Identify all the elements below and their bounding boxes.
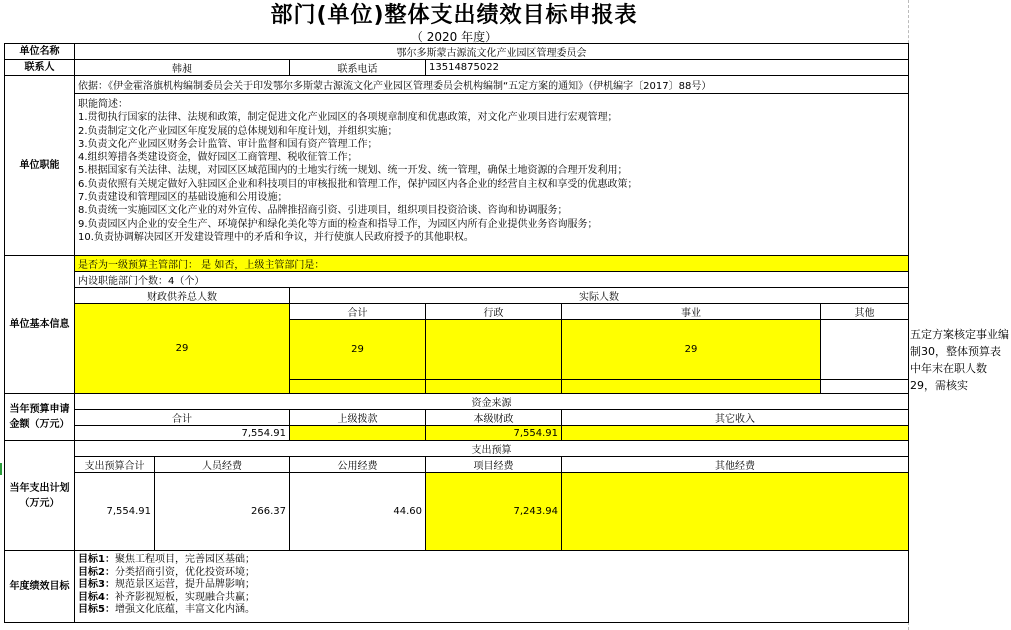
duties-intro: 职能简述： — [78, 99, 128, 110]
admin-filler — [426, 380, 562, 394]
form-title: 部门(单位)整体支出绩效目标申报表 — [270, 3, 638, 28]
duties-content[interactable] — [75, 94, 909, 256]
upper-header: 上级拨款 — [290, 410, 426, 426]
goal-text: 聚焦工程项目，完善园区基础； — [114, 554, 255, 565]
duty-item: 3.负责文化产业园区财务会计监管、审计监督和国有资产管理工作； — [78, 138, 378, 150]
career-filler — [562, 380, 821, 394]
side-note[interactable]: 五定方案核定事业编制30，整体预算表中年末在职人数29，需核实 — [910, 328, 1009, 392]
actual-people-header: 实际人数 — [290, 288, 909, 304]
other-expense-header: 其他经费 — [562, 457, 909, 473]
goal-item — [78, 554, 905, 567]
duty-item: 8.负责统一实施园区文化产业的对外宣传、品牌推招商引资、引进项目，组织项目投资洽谈、咨询和协调服务； — [78, 205, 568, 217]
other-income-value[interactable] — [562, 426, 909, 441]
plan-total-value[interactable]: 7,554.91 — [75, 473, 155, 551]
goals-content[interactable] — [75, 551, 909, 623]
goal-text: 增强文化底蕴，丰富文化内涵。 — [114, 604, 255, 615]
other-value[interactable] — [821, 320, 909, 380]
goal-key: 目标3： — [78, 579, 115, 590]
goal-key: 目标1： — [78, 554, 115, 565]
project-value[interactable]: 7,243.94 — [426, 473, 562, 551]
fiscal-total-value[interactable]: 29 — [75, 304, 290, 394]
other-filler — [821, 380, 909, 394]
duty-item: 1.贯彻执行国家的法律、法规和政策，制定促进文化产业园区的各项规章制度和优惠政策，对文化产业项目进行宏观管理； — [78, 112, 618, 124]
duty-item: 4.组织筹措各类建设资金，做好园区工商管理、税收征管工作； — [78, 152, 358, 164]
personnel-header: 人员经费 — [155, 457, 290, 473]
goal-text: 补齐影视短板，实现融合共赢； — [114, 591, 255, 603]
personnel-value[interactable]: 266.37 — [155, 473, 290, 551]
local-value[interactable]: 7,554.91 — [426, 426, 562, 441]
duty-item: 10.负责协调解决园区开发建设管理中的矛盾和争议，并行使旗人民政府授予的其他职权。 — [78, 231, 474, 243]
form-year: （ 2020 年度） — [410, 30, 498, 44]
other-expense-value[interactable] — [562, 473, 909, 551]
expense-budget-header: 支出预算 — [75, 441, 909, 457]
duty-item: 5.根据国家有关法律、法规，对园区区域范围内的土地实行统一规划、统一开发、统一管理，确保土地资源的合理开发利用； — [78, 165, 628, 177]
phone-label: 联系电话 — [290, 60, 426, 76]
duty-item: 7.负责建设和管理园区的基础设施和公用设施； — [78, 192, 288, 204]
contact-value[interactable]: 韩昶 — [75, 60, 290, 76]
local-header: 本级财政 — [426, 410, 562, 426]
other-income-header: 其它收入 — [562, 410, 909, 426]
goal-key: 目标4： — [78, 591, 115, 603]
career-value[interactable]: 29 — [562, 320, 821, 380]
goal-item — [78, 579, 905, 592]
unit-name-label: 单位名称 — [5, 44, 75, 60]
row-marker — [0, 463, 2, 475]
admin-value[interactable] — [426, 320, 562, 380]
upper-value[interactable] — [290, 426, 426, 441]
public-header: 公用经费 — [290, 457, 426, 473]
basic-info-label: 单位基本信息 — [5, 256, 75, 394]
report-table — [4, 43, 909, 623]
actual-total-value[interactable]: 29 — [290, 320, 426, 380]
project-header: 项目经费 — [426, 457, 562, 473]
apply-total-header: 合计 — [75, 410, 290, 426]
phone-value[interactable]: 13514875022 — [426, 60, 909, 76]
goals-label: 年度绩效目标 — [5, 551, 75, 623]
goal-item — [78, 604, 905, 617]
goal-item — [78, 567, 905, 580]
duty-item: 6.负责依照有关规定做好入驻园区企业和科技项目的审核报批和管理工作，保护园区内各企业的经营自主权和享受的优惠政策； — [78, 178, 638, 190]
actual-total-filler — [290, 380, 426, 394]
fiscal-total-header: 财政供养总人数 — [75, 288, 290, 304]
budget-plan-label: 当年支出计划（万元） — [5, 441, 75, 551]
dept-count[interactable]: 内设职能部门个数：4（个） — [75, 272, 909, 288]
duties-label: 单位职能 — [5, 76, 75, 256]
duty-item: 2.负责制定文化产业园区年度发展的总体规划和年度计划，并组织实施； — [78, 125, 398, 137]
goal-text: 规范景区运营，提升品牌影响； — [114, 579, 255, 590]
budget-apply-label: 当年预算申请金额（万元） — [5, 394, 75, 441]
admin-header: 行政 — [426, 304, 562, 320]
unit-name-value[interactable]: 鄂尔多斯蒙古源流文化产业园区管理委员会 — [75, 44, 909, 60]
public-value[interactable]: 44.60 — [290, 473, 426, 551]
goal-item — [78, 592, 905, 605]
contact-label: 联系人 — [5, 60, 75, 76]
first-level-question[interactable]: 是否为一级预算主管部门： 是 如否，上级主管部门是： — [75, 256, 909, 272]
career-header: 事业 — [562, 304, 821, 320]
fund-source-header: 资金来源 — [75, 394, 909, 410]
other-header: 其他 — [821, 304, 909, 320]
apply-total-value[interactable]: 7,554.91 — [75, 426, 290, 441]
goal-text: 分类招商引资，优化投资环境； — [114, 566, 255, 578]
goal-key: 目标5： — [78, 604, 115, 615]
duties-basis[interactable]: 依据：《伊金霍洛旗机构编制委员会关于印发鄂尔多斯蒙古源流文化产业园区管理委员会机构编制“五定方案的通知》（伊机编字〔2017〕88号） — [75, 76, 909, 94]
goal-key: 目标2： — [78, 566, 115, 578]
duty-item: 9.负责园区内企业的安全生产、环境保护和绿化美化等方面的检查和指导工作，为园区内所有企业提供业务咨询服务； — [78, 218, 598, 230]
actual-total-header: 合计 — [290, 304, 426, 320]
plan-total-header: 支出预算合计 — [75, 457, 155, 473]
